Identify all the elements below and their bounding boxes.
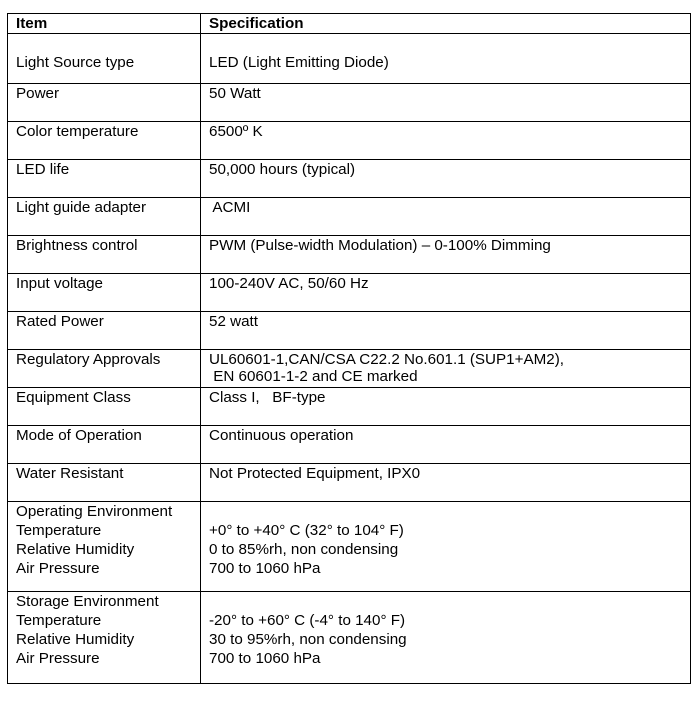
item-line: Light guide adapter [16,199,147,216]
spec-line: 6500º K [209,123,263,140]
table-row [8,592,691,684]
item-column-header: Item [8,14,201,34]
item-cell [8,502,201,592]
table-row [8,198,691,236]
spec-cell [201,350,691,388]
spec-line: EN 60601-1-2 and CE marked [209,368,418,385]
item-line: Mode of Operation [16,427,142,444]
table-row [8,160,691,198]
table-row [8,464,691,502]
cell-spacer [209,34,684,53]
specification-table [7,13,691,684]
spec-cell [201,312,691,350]
table-row [8,122,691,160]
item-cell [8,274,201,312]
spec-cell [201,122,691,160]
item-cell [8,388,201,426]
spec-line: LED (Light Emitting Diode) [209,54,389,71]
spec-cell [201,502,691,592]
cell-spacer [209,592,684,611]
spec-cell [201,426,691,464]
spec-line: UL60601-1,CAN/CSA C22.2 No.601.1 (SUP1+AM2), [209,351,564,368]
spec-cell [201,34,691,84]
spec-line: 30 to 95%rh, non condensing [209,631,407,648]
table-row [8,426,691,464]
cell-spacer [16,34,194,53]
item-line: Color temperature [16,123,139,140]
item-line: Relative Humidity [16,631,135,648]
table-row [8,236,691,274]
item-line: Brightness control [16,237,138,254]
item-line: Power [16,85,60,102]
item-line: Relative Humidity [16,541,135,558]
spec-line: PWM (Pulse-width Modulation) – 0-100% Dimming [209,237,551,254]
item-line: Storage Environment [16,593,159,610]
spec-line: 52 watt [209,313,258,330]
item-cell [8,312,201,350]
table-row [8,502,691,592]
item-line: Operating Environment [16,503,173,520]
item-cell [8,122,201,160]
spec-line: Class I, BF-type [209,389,326,406]
item-cell [8,236,201,274]
table-header [8,14,691,34]
spec-line: +0° to +40° C (32° to 104° F) [209,522,404,539]
table-row [8,350,691,388]
item-line: Regulatory Approvals [16,351,161,368]
spec-cell [201,84,691,122]
spec-cell [201,592,691,684]
spec-line: 50 Watt [209,85,261,102]
item-line: Air Pressure [16,560,100,577]
table-row [8,312,691,350]
spec-cell [201,198,691,236]
item-cell [8,84,201,122]
item-line: Input voltage [16,275,103,292]
table-body [8,34,691,684]
spec-line: Continuous operation [209,427,354,444]
item-line: Temperature [16,522,102,539]
item-cell [8,198,201,236]
item-line: Equipment Class [16,389,131,406]
spec-line: -20° to +60° C (-4° to 140° F) [209,612,406,629]
table-row [8,84,691,122]
item-line: LED life [16,161,70,178]
item-cell [8,426,201,464]
item-cell [8,350,201,388]
spec-line: 50,000 hours (typical) [209,161,356,178]
spec-cell [201,388,691,426]
table-row [8,34,691,84]
item-cell [8,464,201,502]
item-cell [8,34,201,84]
table-row [8,274,691,312]
item-line: Temperature [16,612,102,629]
spec-line: 700 to 1060 hPa [209,650,321,667]
cell-spacer [209,502,684,521]
table-row [8,388,691,426]
spec-cell [201,236,691,274]
item-line: Air Pressure [16,650,100,667]
item-cell [8,592,201,684]
spec-line: Not Protected Equipment, IPX0 [209,465,421,482]
specification-column-header: Specification [201,14,691,34]
header-row [8,14,691,34]
item-line: Light Source type [16,54,135,71]
item-line: Rated Power [16,313,104,330]
item-cell [8,160,201,198]
spec-cell [201,464,691,502]
item-line: Water Resistant [16,465,124,482]
spec-cell [201,274,691,312]
spec-line: ACMI [209,199,251,216]
spec-line: 0 to 85%rh, non condensing [209,541,399,558]
spec-line: 100-240V AC, 50/60 Hz [209,275,369,292]
spec-line: 700 to 1060 hPa [209,560,321,577]
spec-cell [201,160,691,198]
